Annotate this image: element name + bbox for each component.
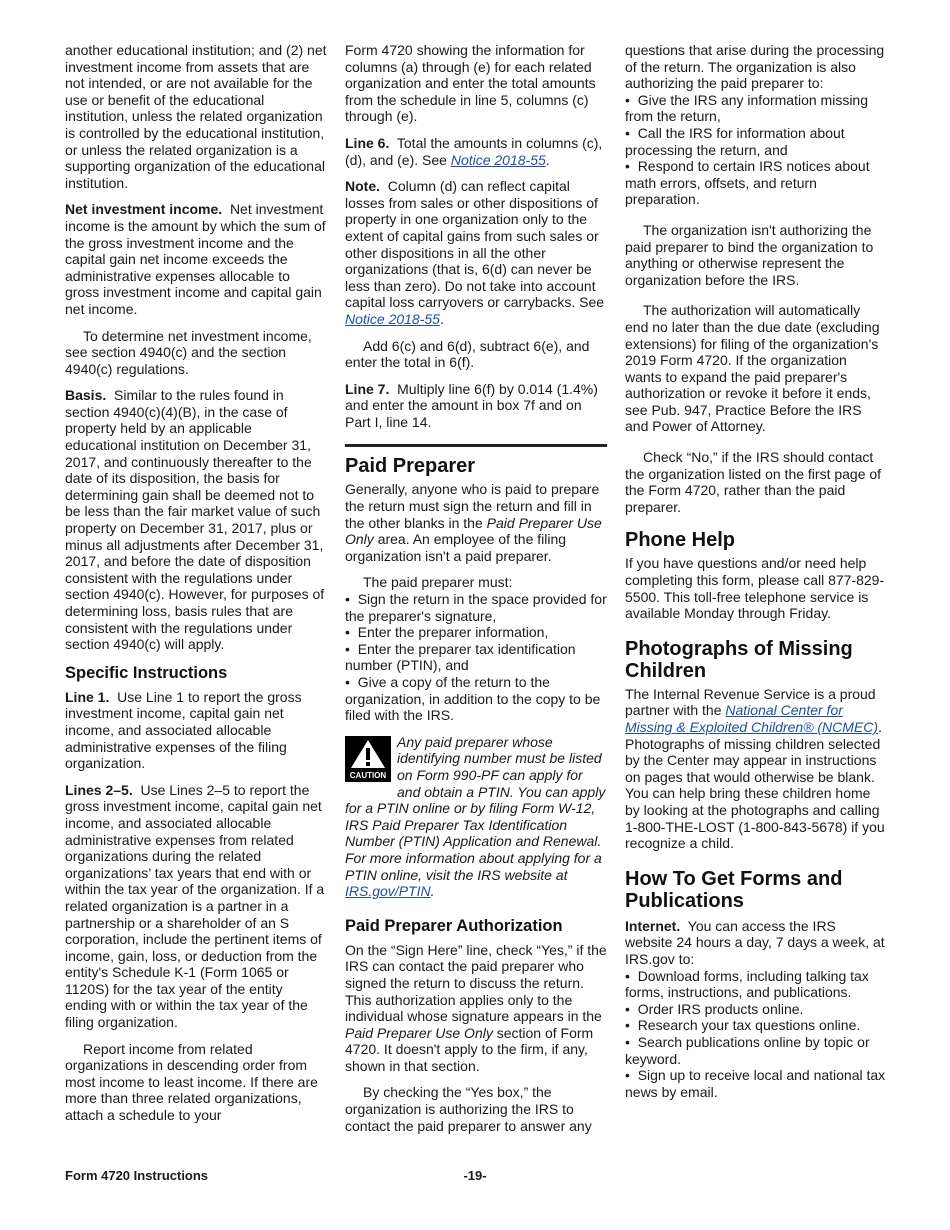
basis-paragraph (65, 387, 327, 653)
paid-intro-text-b: area. An employee of the filing organization isn't a paid preparer. (345, 531, 567, 564)
line-6-text: Total the amounts in columns (c), (d), and (e). See (345, 134, 603, 168)
internet-bullet-list (625, 968, 887, 1101)
determine-nii-paragraph: To determine net investment income, see section 4940(c) and the section 4940(c) regulations. (65, 327, 312, 377)
line-7-paragraph (345, 381, 607, 431)
photographs-text-a: The Internal Revenue Service is a proud partner with the (625, 685, 876, 719)
auth-text-emphasis: Paid Preparer Use Only (345, 1024, 493, 1041)
page-number: -19- (463, 1168, 487, 1183)
column-2 (345, 42, 607, 1144)
lines-2-5-heading: Lines 2–5. (65, 781, 133, 798)
period: . (430, 883, 435, 900)
must-bullet: • Enter the preparer tax identification number (PTIN), and (345, 641, 607, 674)
paid-preparer-heading: Paid Preparer (345, 455, 476, 478)
caution-label: CAUTION (349, 770, 387, 780)
not-authorizing-paragraph: The organization isn't authorizing the paid preparer to bind the organization to anything or otherwise represent the organization before the IRS. (625, 221, 874, 288)
column-3 (625, 42, 887, 1100)
phone-help-heading: Phone Help (625, 529, 736, 552)
caution-note (345, 734, 607, 900)
photographs-paragraph (625, 686, 887, 852)
line-7-text: Multiply line 6(f) by 0.014 (1.4%) and enter the amount in box 7f and on Part I, line 14. (345, 380, 598, 430)
notice-2018-55-link-2[interactable]: Notice 2018-55 (345, 310, 440, 327)
authorization-paragraph (345, 942, 607, 1075)
paid-preparer-intro (345, 481, 607, 564)
must-bullet-list (345, 591, 607, 724)
footer-form-title: Form 4720 Instructions (65, 1168, 209, 1183)
must-paragraph: The paid preparer must: (363, 574, 513, 591)
authorization-bullet-list (625, 92, 887, 208)
internet-bullet: • Search publications online by topic or keyword. (625, 1034, 887, 1067)
internet-bullet: • Research your tax questions online. (625, 1017, 887, 1034)
net-investment-income-paragraph (65, 201, 327, 317)
authorization-bullet: • Call the IRS for information about processing the return, and (625, 125, 887, 158)
basis-text: Similar to the rules found in section 4940(c)(4)(B), in the case of property held by an applicable educational institution on December 31, 2017, and continuously thereafter to the date of its disposition, the basis for determining gain shall be deemed not to be less than the fair market value of such property on December 31, 2017, plus or minus all adjustments after December 31, 2017, and before the date of disposition consistent with the regulations under section 4940(c). However, for purposes of determining loss, basis rules that are consistent with the regulations under section 4940(c) will apply. (65, 387, 325, 653)
must-bullet: • Enter the preparer information, (345, 624, 607, 641)
warning-triangle-icon (350, 739, 386, 769)
checking-yes-paragraph: By checking the “Yes box,” the organization is authorizing the IRS to contact the paid preparer to answer any (345, 1084, 592, 1134)
notice-2018-55-link[interactable]: Notice 2018-55 (450, 151, 546, 168)
photographs-heading: Photographs of Missing Children (625, 637, 853, 682)
line-6-paragraph (345, 135, 607, 168)
report-income-paragraph: Report income from related organizations in descending order from most income to least income. If there are more than three related organizations, attach a schedule to your (65, 1040, 318, 1124)
note-paragraph (345, 178, 607, 327)
lines-2-5-text: Use Lines 2–5 to report the gross investment income, capital gain net income, and associated allocable administrative expenses from related organizations during the related organizations’ tax years that end with or within the tax year of the organization. If a related organization is a partner in a partnership or a shareholder of an S corporation, include the pertinent items of income, gain, loss, or deduction from the entity's Schedule K-1 (Form 1065 or 1120S) for the tax year of the entity ending with or within the tax year of the filing organization. (65, 781, 325, 1031)
forms-publications-heading: How To Get Forms and Publications (625, 867, 843, 912)
add-6c-paragraph: Add 6(c) and 6(d), subtract 6(e), and enter the total in 6(f). (345, 337, 590, 371)
internet-paragraph (625, 918, 887, 968)
automatic-end-paragraph: The authorization will automatically end no later than the due date (excluding extensions) for filing of the organization's 2019 Form 4720. If the organization wants to expand the paid preparer's authorization or revoke it before it ends, see Pub. 947, Practice Before the IRS and Power of Attorney. (625, 302, 880, 435)
line-1-heading: Line 1. (65, 688, 110, 705)
authorization-bullet: • Respond to certain IRS notices about math errors, offsets, and return preparation. (625, 158, 887, 208)
authorization-bullet: • Give the IRS any information missing from the return, (625, 92, 887, 125)
lines-2-5-paragraph (65, 782, 327, 1031)
net-investment-income-text: Net investment income is the amount by which the sum of the gross investment income and the capital gain net income exceeds the administrative expenses allocable to gross investment income and capital gain net income. (65, 201, 326, 317)
line-6-heading: Line 6. (345, 134, 390, 151)
continued-paragraph: Form 4720 showing the information for columns (a) through (e) for each related organization and enter the total amounts from the schedule in line 5, columns (c) through (e). (345, 42, 596, 125)
internet-heading: Internet. (625, 917, 681, 934)
period: . (545, 151, 550, 168)
continued-paragraph: questions that arise during the processing of the return. The organization is also authorizing the paid preparer to: (625, 42, 885, 92)
period: . (439, 310, 444, 327)
irs-ptin-link[interactable]: IRS.gov/PTIN (345, 883, 431, 900)
internet-bullet: • Download forms, including talking tax forms, instructions, and publications. (625, 968, 887, 1001)
caution-icon (345, 736, 391, 782)
paid-intro-text-a: Generally, anyone who is paid to prepare the return must sign the return and fill in the other blanks in the (345, 481, 600, 531)
internet-text: You can access the IRS website 24 hours a day, 7 days a week, at IRS.gov to: (625, 917, 885, 967)
phone-help-paragraph: If you have questions and/or need help completing this form, please call 877-829-5500. This toll-free telephone service is available Monday through Friday. (625, 555, 885, 622)
must-bullet: • Give a copy of the return to the organization, in addition to the copy to be filed with the IRS. (345, 674, 607, 724)
basis-heading: Basis. (65, 387, 107, 404)
line-7-heading: Line 7. (345, 380, 390, 397)
paid-preparer-section (345, 444, 607, 564)
line-1-text: Use Line 1 to report the gross investment income, capital gain net income, and associated allocable administrative expenses of the filing organization. (65, 688, 302, 772)
specific-instructions-heading: Specific Instructions (65, 663, 228, 682)
ncmec-link[interactable]: National Center for Missing & Exploited Children® (NCMEC) (625, 702, 879, 735)
internet-bullet: • Order IRS products online. (625, 1001, 887, 1018)
auth-text-a: On the “Sign Here” line, check “Yes,” if the IRS can contact the paid preparer who signed the return to discuss the return. This authorization applies only to the individual whose signature appears in the (345, 941, 607, 1025)
must-bullet: • Sign the return in the space provided for the preparer's signature, (345, 591, 607, 624)
note-text: Column (d) can reflect capital losses from sales or other dispositions of property in one organization only to the extent of capital gains from such sales or other dispositions in all the other organizations (that is, 6(d) can never be less than zero). Do not take into account capital loss carryovers or carrybacks. See (345, 178, 605, 311)
check-no-paragraph: Check “No,” if the IRS should contact the organization listed on the first page of the Form 4720, rather than the paid preparer. (625, 449, 882, 515)
column-1 (65, 42, 327, 1134)
intro-paragraph: another educational institution; and (2) net investment income from assets that are not intended, or are not available for the use or benefit of the educational institution, unless the related organization is controlled by the educational institution, or unless the related organization is a supporting organization of the educational institution. (65, 42, 327, 191)
note-heading: Note. (345, 178, 380, 195)
internet-bullet: • Sign up to receive local and national tax news by email. (625, 1067, 887, 1100)
paid-preparer-authorization-heading: Paid Preparer Authorization (345, 916, 563, 935)
photographs-text-b: . Photographs of missing children selected by the Center may appear in instructions on pages that would otherwise be blank. You can help bring these children home by looking at the photographs and calling 1-800-THE-LOST (1-800-843-5678) if you recognize a child. (625, 719, 885, 852)
net-investment-income-heading: Net investment income. (65, 201, 223, 218)
line-1-paragraph (65, 689, 327, 772)
paid-intro-emphasis: Paid Preparer Use Only (345, 514, 602, 548)
caution-text: Any paid preparer whose identifying number must be listed on Form 990-PF can apply for and obtain a PTIN. You can apply for a PTIN online or by filing Form W-12, IRS Paid Preparer Tax Identification Number (PTIN) Application and Renewal. For more information about applying for a PTIN online, visit the IRS website at (345, 733, 606, 883)
auth-text-b: section of Form 4720. It doesn't apply to the firm, if any, shown in that section. (345, 1024, 594, 1074)
